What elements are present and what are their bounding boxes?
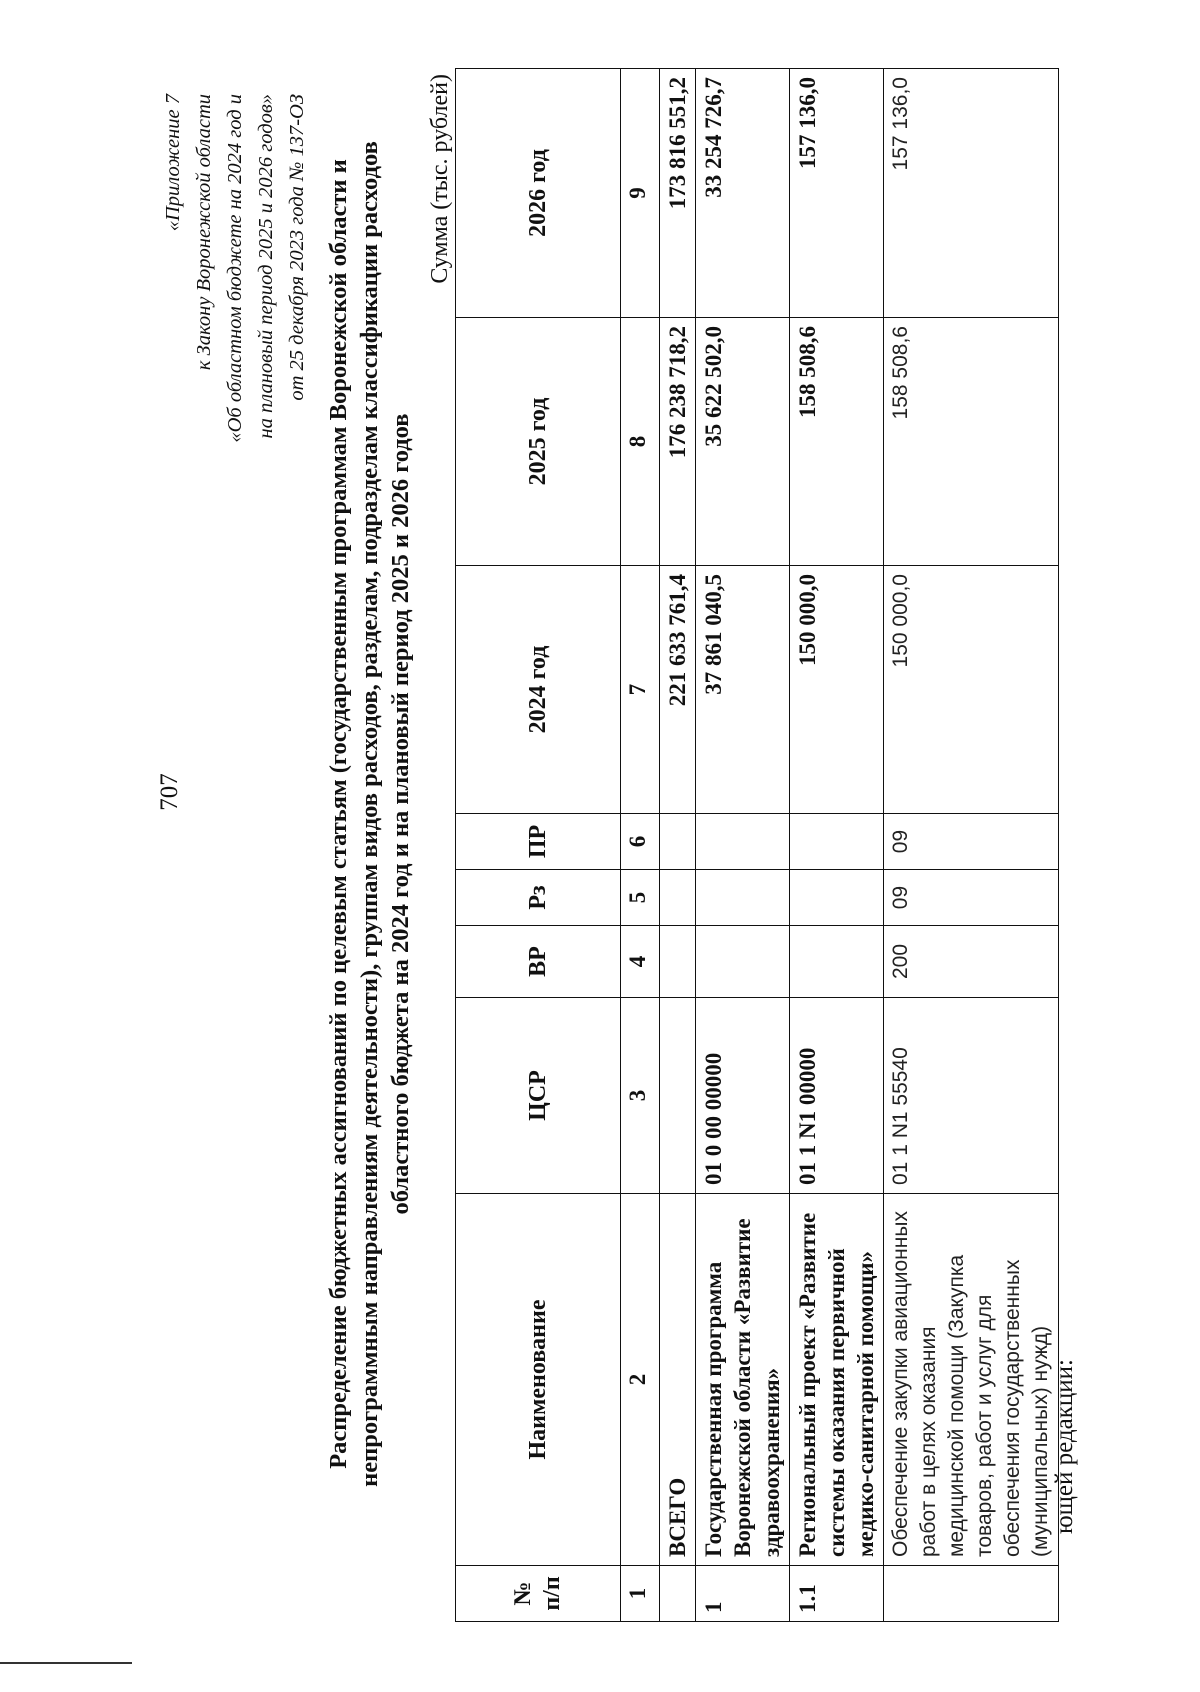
header-2025: 2025 год (456, 318, 621, 566)
cell-name: Региональный проект «Развитие системы оказания первичной медико-санитарной помощи» (790, 1194, 884, 1566)
column-number: 1 (621, 1566, 660, 1622)
table-row (790, 69, 884, 1622)
units-label: Сумма (тыс. рублей) (427, 74, 453, 284)
cell-2024: 150 000,0 (884, 566, 1059, 814)
cell-csr: 01 1 N1 55540 (884, 998, 1059, 1194)
table-row (884, 69, 1059, 1622)
cell-vr (696, 926, 790, 998)
cell-2024: 150 000,0 (790, 566, 884, 814)
appendix-line: «Об областном бюджете на 2024 год и (224, 94, 246, 443)
cell-number: 1 (696, 1566, 790, 1622)
cell-csr: 01 1 N1 00000 (790, 998, 884, 1194)
cell-rz (790, 870, 884, 926)
cell-rz (696, 870, 790, 926)
cell-pr (696, 814, 790, 870)
cell-2024: 37 861 040,5 (696, 566, 790, 814)
table-row-total (660, 69, 696, 1622)
cell-name: Обеспечение закупки авиационных работ в целях оказания медицинской помощи (Закупка товаров, работ и услуг для обеспечения государственных (муниципальных) нужд) (884, 1194, 1059, 1566)
cell-2025: 35 622 502,0 (696, 318, 790, 566)
scan-edge-line (0, 1662, 132, 1664)
cell-vr (660, 926, 696, 998)
column-number: 9 (621, 69, 660, 318)
column-number: 6 (621, 814, 660, 870)
column-numbers-row (621, 69, 660, 1622)
header-vr: ВР (456, 926, 621, 998)
table-row (696, 69, 790, 1622)
cell-2026: 157 136,0 (884, 69, 1059, 318)
appendix-line: «Приложение 7 (162, 94, 184, 232)
cell-2025: 158 508,6 (884, 318, 1059, 566)
cell-csr (660, 998, 696, 1194)
page-number: 707 (156, 773, 183, 811)
header-csr: ЦСР (456, 998, 621, 1194)
column-number: 3 (621, 998, 660, 1194)
header-rz: Рз (456, 870, 621, 926)
cell-name: ВСЕГО (660, 1194, 696, 1566)
appendix-reference (158, 94, 313, 554)
cell-number (884, 1566, 1059, 1622)
header-name: Наименование (456, 1194, 621, 1566)
preceding-text-fragment: ющей редакции: (1051, 1359, 1078, 1534)
cell-2026: 33 254 726,7 (696, 69, 790, 318)
table-header-row (456, 69, 621, 1622)
budget-table (455, 68, 1059, 1622)
column-number: 4 (621, 926, 660, 998)
header-2024: 2024 год (456, 566, 621, 814)
cell-2026: 173 816 551,2 (660, 69, 696, 318)
appendix-line: от 25 декабря 2023 года № 137-ОЗ (286, 94, 308, 401)
column-number: 2 (621, 1194, 660, 1566)
cell-pr: 09 (884, 814, 1059, 870)
appendix-line: на плановый период 2025 и 2026 годов» (255, 94, 277, 439)
cell-csr: 01 0 00 00000 (696, 998, 790, 1194)
header-pr: ПР (456, 814, 621, 870)
rotated-content (48, 64, 1152, 1644)
column-number: 5 (621, 870, 660, 926)
cell-pr (660, 814, 696, 870)
column-number: 7 (621, 566, 660, 814)
cell-number: 1.1 (790, 1566, 884, 1622)
document-title: Распределение бюджетных ассигнований по целевым статьям (государственным программам Воронежской области и непрограммным направлениям деятельности), группам видов расходов, разделам, подразделам классификации расходов областного бюджета на 2024 год и на плановый период 2025 и 2026 годов (325, 141, 414, 1487)
cell-vr (790, 926, 884, 998)
header-2026: 2026 год (456, 69, 621, 318)
appendix-line: к Закону Воронежской области (193, 94, 215, 371)
cell-2025: 158 508,6 (790, 318, 884, 566)
cell-rz (660, 870, 696, 926)
cell-rz: 09 (884, 870, 1059, 926)
cell-pr (790, 814, 884, 870)
column-number: 8 (621, 318, 660, 566)
cell-number (660, 1566, 696, 1622)
cell-2025: 176 238 718,2 (660, 318, 696, 566)
cell-2024: 221 633 761,4 (660, 566, 696, 814)
cell-name: Государственная программа Воронежской области «Развитие здравоохранения» (696, 1194, 790, 1566)
cell-vr: 200 (884, 926, 1059, 998)
header-number: № п/п (456, 1566, 621, 1622)
cell-2026: 157 136,0 (790, 69, 884, 318)
